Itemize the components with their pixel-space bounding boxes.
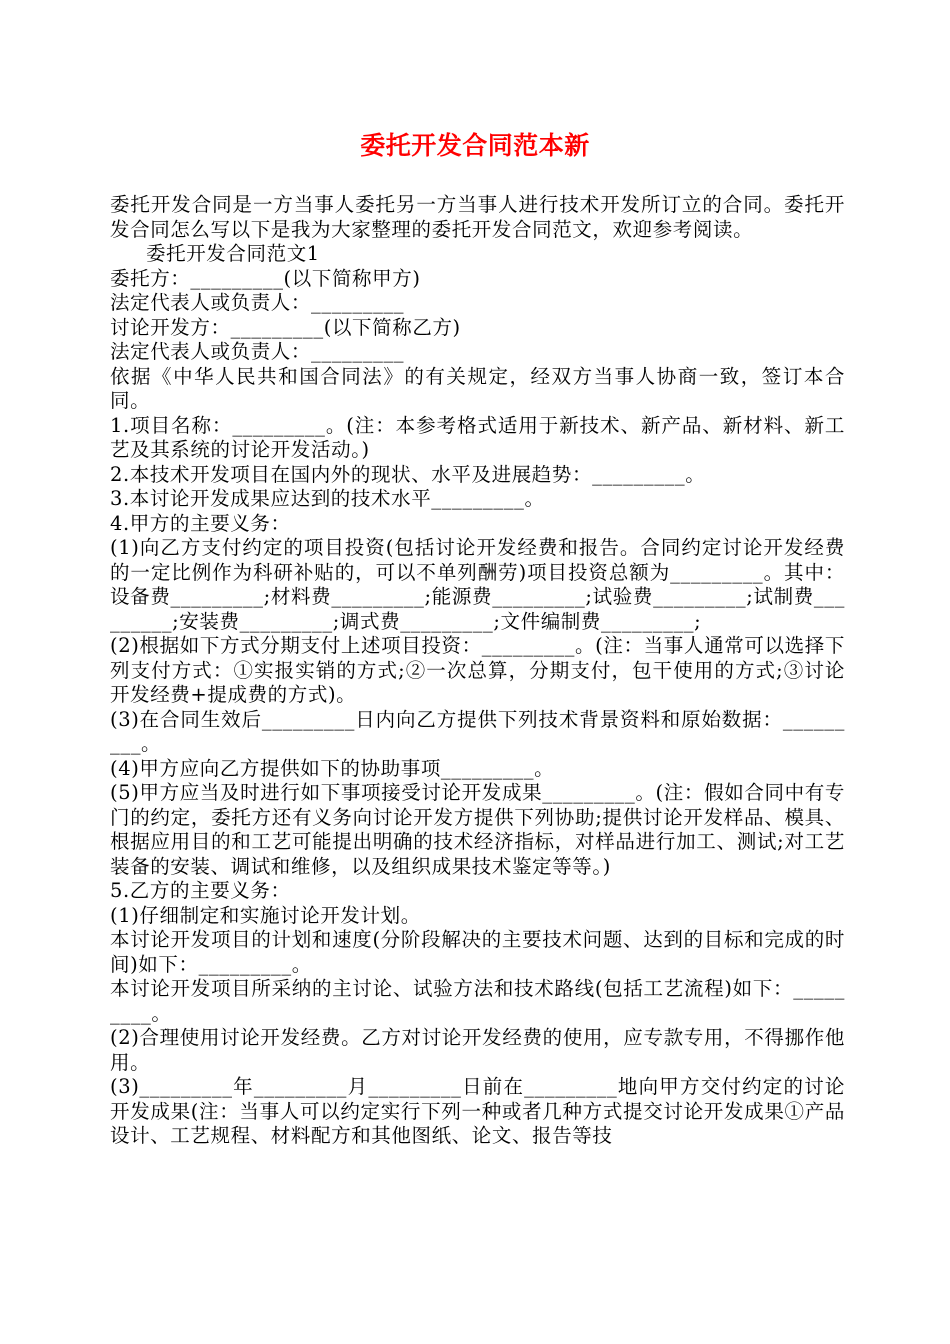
- paragraph: 本讨论开发项目的计划和速度(分阶段解决的主要技术问题、达到的目标和完成的时间)如下：_________。: [110, 928, 845, 976]
- paragraph: 法定代表人或负责人：_________: [110, 291, 405, 314]
- paragraph: 委托开发合同范文1: [146, 242, 320, 265]
- paragraph: (2)合理使用讨论开发经费。乙方对讨论开发经费的使用，应专款专用，不得挪作他用。: [110, 1026, 845, 1074]
- paragraph: 法定代表人或负责人：_________: [110, 340, 405, 363]
- paragraph: (3)_________年_________月_________日前在_________地向甲方交付约定的讨论开发成果(注：当事人可以约定实行下列一种或者几种方式提交讨论开发成果①产品设计、工艺规程、材料配方和其他图纸、论文、报告等技: [110, 1075, 845, 1147]
- paragraph: 5.乙方的主要义务：: [110, 879, 291, 902]
- paragraph: (1)仔细制定和实施讨论开发计划。: [110, 903, 421, 927]
- paragraph: 讨论开发方：_________(以下简称乙方): [110, 315, 461, 339]
- paragraph: (1)向乙方支付约定的项目投资(包括讨论开发经费和报告。合同约定讨论开发经费的一定比例作为科研补贴的，可以不单列酬劳)项目投资总额为_________。其中：设备费_________;材料费_________;能源费_________;试验费_________;试制费_________;安装费_________;调式费_________;文件编制费_________;: [110, 536, 845, 633]
- paragraph: 委托方：_________(以下简称甲方): [110, 266, 421, 290]
- paragraph: 4.甲方的主要义务：: [110, 511, 291, 535]
- document-title: 委托开发合同范本新: [360, 131, 590, 160]
- paragraph: 1.项目名称：_________。(注：本参考格式适用于新技术、新产品、新材料、新工艺及其系统的讨论开发活动。): [110, 413, 845, 461]
- paragraph: 2.本技术开发项目在国内外的现状、水平及进展趋势：_________。: [110, 462, 706, 486]
- paragraph: (2)根据如下方式分期支付上述项目投资：_________。(注：当事人通常可以选择下列支付方式：①实报实销的方式;②一次总算，分期支付，包干使用的方式;③讨论开发经费+提成费的方式)。: [110, 634, 845, 706]
- paragraph: 依据《中华人民共和国合同法》的有关规定，经双方当事人协商一致，签订本合同。: [110, 364, 845, 412]
- paragraph: 本讨论开发项目所采纳的主讨论、试验方法和技术路线(包括工艺流程)如下：_________。: [110, 977, 845, 1025]
- paragraph: (4)甲方应向乙方提供如下的协助事项_________。: [110, 756, 555, 780]
- paragraph: (3)在合同生效后_________日内向乙方提供下列技术背景资料和原始数据：_________。: [110, 707, 845, 755]
- paragraph: 3.本讨论开发成果应达到的技术水平_________。: [110, 487, 545, 510]
- paragraph: (5)甲方应当及时进行如下事项接受讨论开发成果_________。(注：假如合同中有专门的约定，委托方还有义务向讨论开发方提供下列协助;提供讨论开发样品、模具、根据应用目的和工艺可能提出明确的技术经济指标，对样品进行加工、测试;对工艺装备的安装、调试和维修，以及组织成果技术鉴定等等。): [110, 781, 845, 878]
- paragraph: 委托开发合同是一方当事人委托另一方当事人进行技术开发所订立的合同。委托开发合同怎么写以下是我为大家整理的委托开发合同范文，欢迎参考阅读。: [110, 193, 845, 241]
- document-body: [110, 193, 845, 1149]
